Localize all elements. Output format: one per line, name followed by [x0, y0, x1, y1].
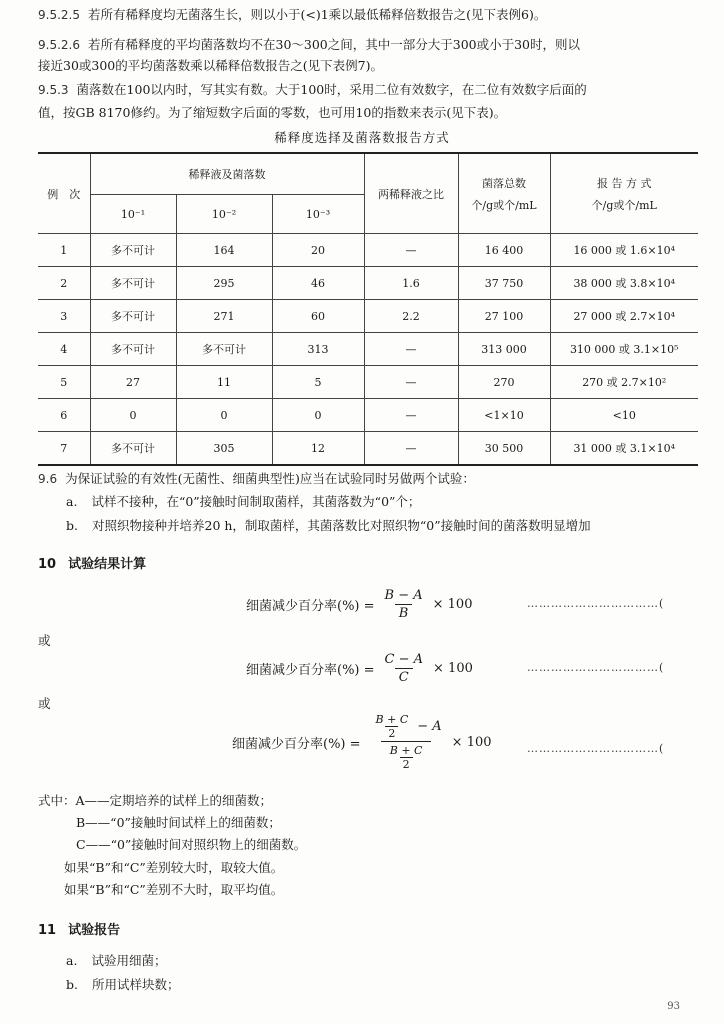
cell-dilution-3: 46 [272, 267, 364, 300]
cell-dilution-2: 多不可计 [176, 333, 272, 366]
header-report-line1: 报 告 方 式 [597, 176, 652, 190]
header-report-line2: 个/g或个/mL [591, 198, 657, 212]
cell-dilution-2: 305 [176, 432, 272, 466]
list-item-9-6-b [66, 517, 591, 535]
list-label: a. [66, 494, 78, 509]
table-row [38, 432, 698, 466]
list-text: 试验用细菌； [91, 953, 167, 968]
table-row [38, 300, 698, 333]
header-dilution-2: 10⁻² [176, 195, 272, 234]
cell-dilution-1: 多不可计 [90, 300, 176, 333]
table-row [38, 267, 698, 300]
cell-report: 38 000 或 3.8×10⁴ [550, 267, 698, 300]
or-text: 或 [38, 633, 51, 648]
inner-numerator: B + C [389, 744, 423, 757]
header-total [458, 153, 550, 234]
numerator [367, 713, 446, 741]
section-title: 试验结果计算 [68, 557, 147, 572]
cell-dilution-3: 20 [272, 234, 364, 267]
formula-lhs: 细菌减少百分率(%) = [232, 736, 361, 752]
header-ratio: 两稀释液之比 [364, 153, 458, 234]
cell-dilution-1: 多不可计 [90, 234, 176, 267]
cell-ratio: 1.6 [364, 267, 458, 300]
clause-number: 9.5.2.6 [38, 38, 80, 52]
list-label: b. [66, 518, 78, 533]
clause-number: 9.6 [38, 472, 58, 486]
para-9-5-3 [38, 81, 587, 99]
cell-ratio: — [364, 399, 458, 432]
list-item-11-a [66, 952, 166, 970]
cell-dilution-2: 295 [176, 267, 272, 300]
times-100: × 100 [451, 734, 492, 750]
cell-example-no: 4 [38, 333, 90, 366]
fraction [381, 652, 428, 685]
cell-ratio: — [364, 432, 458, 466]
header-dilution-1: 10⁻¹ [90, 195, 176, 234]
para-9-5-2-6 [38, 36, 580, 54]
equation-leader: ……………………………( [527, 661, 665, 674]
clause-number: 9.5.2.5 [38, 8, 80, 22]
cell-ratio: 2.2 [364, 300, 458, 333]
formula-lhs: 细菌减少百分率(%) = [246, 599, 375, 614]
section-number: 11 [38, 923, 57, 938]
cell-report: 31 000 或 3.1×10⁴ [550, 432, 698, 466]
para-9-5-2-5 [38, 6, 546, 24]
cell-total: 30 500 [458, 432, 550, 466]
para-text: 若所有稀释度的平均菌落数均不在30～300之间，其中一部分大于300或小于30时，则以 [87, 37, 581, 52]
table-row [38, 366, 698, 399]
where-label: 式中： [38, 793, 76, 808]
header-total-line2: 个/g或个/mL [471, 198, 537, 212]
list-label: b. [66, 977, 78, 992]
cell-example-no: 6 [38, 399, 90, 432]
equation-leader: ……………………………( [527, 742, 665, 755]
section-number: 10 [38, 557, 57, 572]
cell-dilution-3: 5 [272, 366, 364, 399]
cell-report: 270 或 2.7×10² [550, 366, 698, 399]
section-10-heading [38, 553, 146, 572]
cell-example-no: 5 [38, 366, 90, 399]
cell-dilution-1: 多不可计 [90, 333, 176, 366]
list-item-9-6-a [66, 493, 420, 511]
cell-total: <1×10 [458, 399, 550, 432]
para-text: 若所有稀释度均无菌落生长，则以小于(<)1乘以最低稀释倍数报告之(见下表例6)。 [87, 7, 547, 22]
definition-c: C——“0”接触时间对照织物上的细菌数。 [76, 837, 307, 852]
fraction [367, 713, 446, 771]
cell-dilution-1: 27 [90, 366, 176, 399]
cell-example-no: 3 [38, 300, 90, 333]
cell-total: 16 400 [458, 234, 550, 267]
equation-leader: ……………………………( [527, 597, 665, 610]
inner-denominator: 2 [400, 757, 413, 771]
cell-report: <10 [550, 399, 698, 432]
section-title: 试验报告 [68, 923, 121, 938]
or-text: 或 [38, 696, 51, 711]
list-label: a. [66, 953, 78, 968]
cell-dilution-3: 12 [272, 432, 364, 466]
cell-dilution-2: 271 [176, 300, 272, 333]
cell-dilution-3: 60 [272, 300, 364, 333]
numerator: C − A [384, 652, 424, 667]
table-row [38, 333, 698, 366]
rule-average: 如果“B”和“C”差别不大时，取平均值。 [64, 882, 284, 897]
para-9-6 [38, 470, 475, 488]
cell-example-no: 7 [38, 432, 90, 466]
table-header-row [38, 153, 698, 195]
denominator: C [395, 668, 413, 685]
cell-dilution-2: 164 [176, 234, 272, 267]
cell-dilution-2: 11 [176, 366, 272, 399]
clause-number: 9.5.3 [38, 83, 69, 97]
formula-1 [246, 588, 472, 621]
cell-dilution-3: 0 [272, 399, 364, 432]
numerator: B − A [384, 588, 423, 603]
denominator: B [395, 604, 413, 621]
cell-report: 27 000 或 2.7×10⁴ [550, 300, 698, 333]
para-9-5-2-6-continued: 接近30或300的平均菌落数乘以稀释倍数报告之(见下表例7)。 [38, 58, 383, 73]
cell-example-no: 1 [38, 234, 90, 267]
cell-dilution-1: 0 [90, 399, 176, 432]
header-example: 例 次 [38, 153, 90, 234]
header-dilution-3: 10⁻³ [272, 195, 364, 234]
list-text: 试样不接种，在“0”接触时间制取菌样，其菌落数为“0”个； [91, 494, 421, 509]
table-title: 稀释度选择及菌落数报告方式 [274, 130, 450, 145]
definition-text: A——定期培养的试样上的细菌数； [75, 793, 273, 808]
inner-denominator: 2 [385, 726, 398, 740]
cell-report: 16 000 或 1.6×10⁴ [550, 234, 698, 267]
header-report [550, 153, 698, 234]
inner-numerator: B + C [375, 713, 409, 726]
formula-2 [246, 652, 473, 685]
cell-dilution-1: 多不可计 [90, 432, 176, 466]
table-row [38, 234, 698, 267]
cell-dilution-1: 多不可计 [90, 267, 176, 300]
dilution-report-table [38, 152, 698, 466]
para-text: 菌落数在100以内时，写其实有数。大于100时，采用二位有效数字，在二位有效数字后面的 [76, 82, 587, 97]
cell-example-no: 2 [38, 267, 90, 300]
section-11-heading [38, 919, 120, 938]
page-number: 93 [667, 1001, 680, 1012]
times-100: × 100 [433, 661, 473, 676]
cell-total: 270 [458, 366, 550, 399]
formula-lhs: 细菌减少百分率(%) = [246, 663, 375, 678]
cell-total: 27 100 [458, 300, 550, 333]
cell-ratio: — [364, 234, 458, 267]
cell-total: 313 000 [458, 333, 550, 366]
definition-b: B——“0”接触时间试样上的细菌数； [76, 815, 281, 830]
formula-3 [232, 713, 492, 771]
definition-a [38, 792, 272, 810]
para-text: 为保证试验的有效性(无菌性、细菌典型性)应当在试验同时另做两个试验： [65, 471, 475, 486]
cell-ratio: — [364, 366, 458, 399]
cell-report: 310 000 或 3.1×10⁵ [550, 333, 698, 366]
minus-a: − A [417, 719, 442, 734]
inner-fraction [387, 744, 426, 771]
cell-ratio: — [364, 333, 458, 366]
denominator [381, 741, 432, 771]
para-9-5-3-continued: 值，按GB 8170修约。为了缩短数字后面的零数，也可用10的指数来表示(见下表)。 [38, 105, 507, 120]
cell-total: 37 750 [458, 267, 550, 300]
fraction [381, 588, 427, 621]
header-total-line1: 菌落总数 [482, 176, 526, 190]
header-dilution-group: 稀释液及菌落数 [90, 153, 364, 195]
times-100: × 100 [432, 597, 473, 612]
rule-larger: 如果“B”和“C”差别较大时，取较大值。 [64, 860, 284, 875]
table-row [38, 399, 698, 432]
list-text: 所用试样块数； [91, 977, 180, 992]
inner-fraction [373, 713, 412, 740]
cell-dilution-2: 0 [176, 399, 272, 432]
list-item-11-b [66, 976, 180, 994]
cell-dilution-3: 313 [272, 333, 364, 366]
list-text: 对照织物接种并培养20 h，制取菌样，其菌落数比对照织物“0”接触时间的菌落数明显增加 [91, 518, 591, 533]
